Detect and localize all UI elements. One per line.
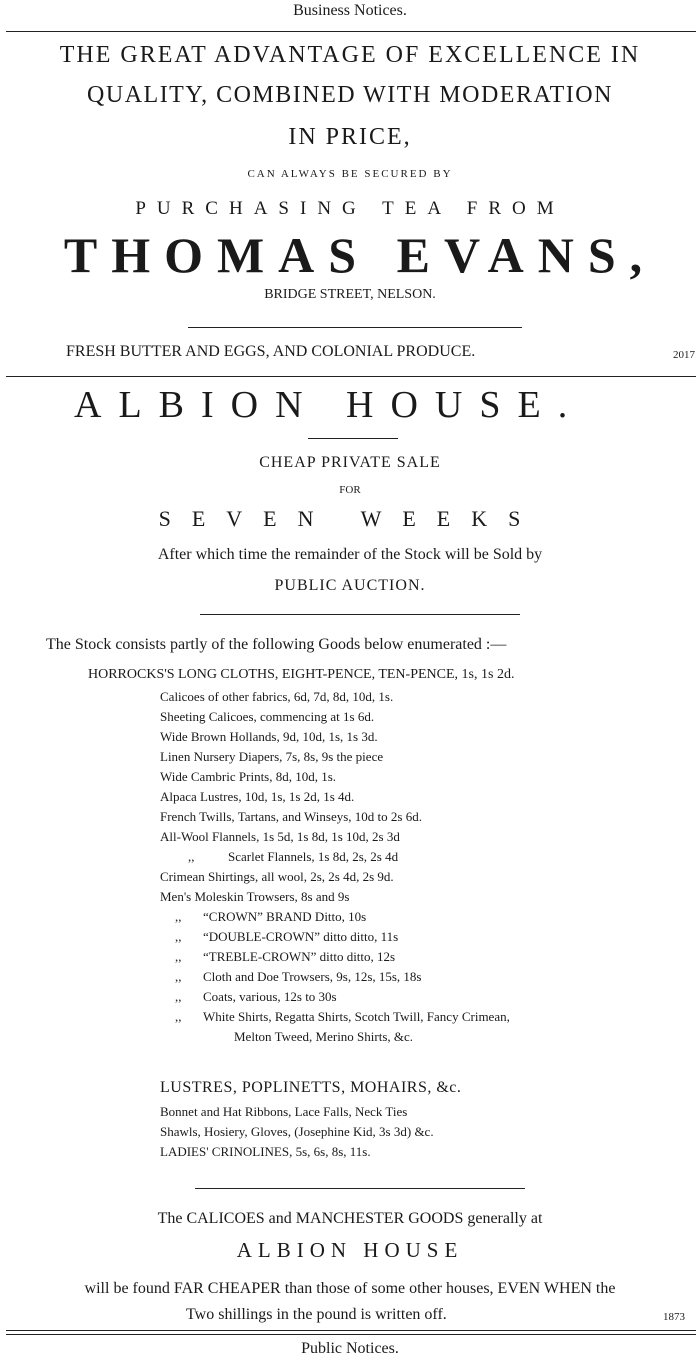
- men-item: “DOUBLE-CROWN” ditto ditto, 11s: [203, 929, 399, 944]
- albion-calicoes: The CALICOES and MANCHESTER GOODS generally at: [157, 1210, 543, 1227]
- men-item: White Shirts, Regatta Shirts, Scotch Twill, Fancy Crimean,: [203, 1009, 510, 1024]
- goods-line-moleskin: Men's Moleskin Trowsers, 8s and 9s: [160, 889, 350, 904]
- ditto-mark: ,,: [175, 1009, 182, 1024]
- goods-line: Wide Brown Hollands, 9d, 10d, 1s, 1s 3d.: [160, 729, 378, 744]
- goods-line-bonnet: Bonnet and Hat Ribbons, Lace Falls, Neck Ties: [160, 1104, 408, 1119]
- ditto-mark: ,,: [175, 929, 182, 944]
- goods-line-shawls: Shawls, Hosiery, Gloves, (Josephine Kid, 3s 3d) &c.: [160, 1124, 434, 1139]
- albion-cheaper: will be found FAR CHEAPER than those of some other houses, EVEN WHEN the: [84, 1280, 616, 1297]
- evans-merchant-name: THOMAS EVANS,: [63, 227, 657, 283]
- evans-ref-number: 2017: [673, 349, 695, 361]
- section-header-public-notices: Public Notices.: [301, 1340, 399, 1357]
- albion-house-name: ALBION HOUSE: [236, 1238, 464, 1262]
- goods-line: Sheeting Calicoes, commencing at 1s 6d.: [160, 709, 375, 724]
- albion-divider-2: [195, 1188, 525, 1189]
- goods-line: All-Wool Flannels, 1s 5d, 1s 8d, 1s 10d, 2s 3d: [160, 829, 400, 844]
- ditto-mark: ,,: [175, 909, 182, 924]
- goods-line-crimean: Crimean Shirtings, all wool, 2s, 2s 4d, 2s 9d.: [160, 869, 394, 884]
- men-item: Cloth and Doe Trowsers, 9s, 12s, 15s, 18s: [203, 969, 422, 984]
- albion-auction: PUBLIC AUCTION.: [274, 577, 426, 594]
- men-item: “CROWN” BRAND Ditto, 10s: [203, 909, 367, 924]
- goods-line: French Twills, Tartans, and Winseys, 10d to 2s 6d.: [160, 809, 422, 824]
- bottom-divider-1: [6, 1330, 696, 1331]
- albion-title: ALBION HOUSE.: [74, 384, 585, 426]
- evans-line-4: CAN ALWAYS BE SECURED BY: [247, 168, 453, 180]
- evans-divider: [188, 327, 522, 328]
- evans-bottom-divider: [6, 376, 696, 377]
- ditto-mark: ,,: [188, 849, 195, 864]
- albion-title-divider: [308, 438, 398, 439]
- albion-for: FOR: [339, 484, 361, 496]
- goods-line-ladies: LADIES' CRINOLINES, 5s, 6s, 8s, 11s.: [160, 1144, 371, 1159]
- goods-line: Wide Cambric Prints, 8d, 10d, 1s.: [160, 769, 337, 784]
- men-item: Coats, various, 12s to 30s: [203, 989, 337, 1004]
- ditto-mark: ,,: [175, 949, 182, 964]
- evans-line-3: IN PRICE,: [288, 124, 412, 150]
- evans-line-5: PURCHASING TEA FROM: [135, 198, 565, 219]
- evans-produce: FRESH BUTTER AND EGGS, AND COLONIAL PRODUCE.: [66, 343, 476, 360]
- bottom-divider-2: [6, 1334, 696, 1335]
- albion-sale: CHEAP PRIVATE SALE: [259, 454, 441, 471]
- albion-divider-1: [200, 614, 520, 615]
- ditto-mark: ,,: [175, 989, 182, 1004]
- goods-line: Calicoes of other fabrics, 6d, 7d, 8d, 10d, 1s.: [160, 689, 394, 704]
- albion-shillings: Two shillings in the pound is written off.: [186, 1306, 447, 1323]
- albion-stock-intro: The Stock consists partly of the following Goods below enumerated :—: [46, 636, 507, 653]
- evans-line-1: THE GREAT ADVANTAGE OF EXCELLENCE IN: [59, 42, 641, 68]
- goods-line: Linen Nursery Diapers, 7s, 8s, 9s the piece: [160, 749, 384, 764]
- albion-after: After which time the remainder of the Stock will be Sold by: [157, 546, 543, 563]
- evans-address: BRIDGE STREET, NELSON.: [264, 287, 436, 302]
- albion-horrocks: HORROCKS'S LONG CLOTHS, EIGHT-PENCE, TEN-PENCE, 1s, 1s 2d.: [88, 667, 515, 682]
- albion-lustres: LUSTRES, POPLINETTS, MOHAIRS, &c.: [160, 1079, 462, 1096]
- section-header-business-notices: Business Notices.: [293, 2, 407, 19]
- top-divider: [6, 31, 696, 32]
- evans-line-2: QUALITY, COMBINED WITH MODERATION: [87, 82, 613, 108]
- albion-ref-number: 1873: [663, 1311, 685, 1323]
- goods-line: Alpaca Lustres, 10d, 1s, 1s 2d, 1s 4d.: [160, 789, 355, 804]
- goods-line-melton: Melton Tweed, Merino Shirts, &c.: [234, 1029, 414, 1044]
- ditto-mark: ,,: [175, 969, 182, 984]
- goods-line-scarlet: Scarlet Flannels, 1s 8d, 2s, 2s 4d: [228, 849, 399, 864]
- albion-seven-weeks: SEVEN WEEKS: [158, 506, 542, 531]
- men-item: “TREBLE-CROWN” ditto ditto, 12s: [203, 949, 396, 964]
